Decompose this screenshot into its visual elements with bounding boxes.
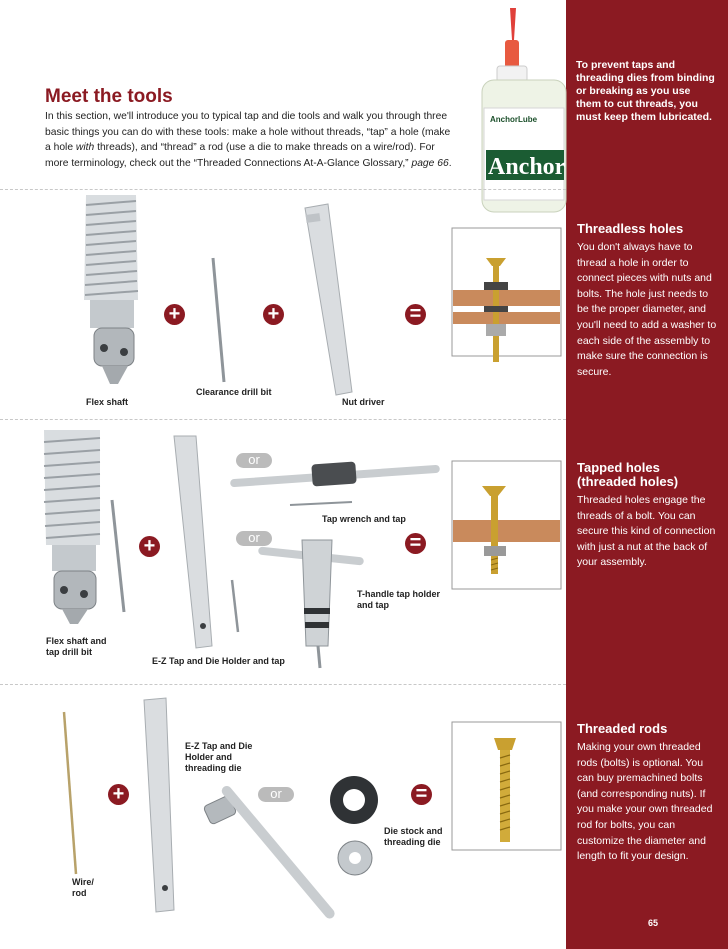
tap-drill-bit-image bbox=[112, 500, 124, 612]
nut-driver-label: Nut driver bbox=[342, 397, 385, 407]
equals-icon: = bbox=[411, 784, 432, 805]
die-stock-label bbox=[384, 826, 443, 848]
label-line: and tap bbox=[357, 600, 390, 610]
section-body: Threaded holes engage the threads of a bolt. You can secure this kind of connection with just a nut at the back of your assembly. bbox=[577, 494, 716, 569]
threaded-rods-section bbox=[577, 722, 722, 865]
intro-text-1: In this section, we'll introduce you to typical tap and die tools and walk you through three basic things you can do with these tools: make a hole without threads, “tap” a hole (make a hole bbox=[45, 111, 451, 154]
lubrication-tip: To prevent taps and threading dies from binding or breaking as you use them to cut threads, you must keep them lubricated. bbox=[576, 59, 715, 123]
label-line: Die stock and bbox=[384, 826, 443, 836]
threadless-holes-section bbox=[577, 222, 722, 380]
label-line: threading die bbox=[185, 763, 242, 773]
tapped-holes-section bbox=[577, 461, 722, 571]
ez-tap-holder-label: E-Z Tap and Die Holder and tap bbox=[152, 656, 285, 666]
bottle-label-text: AnchorLube bbox=[490, 115, 538, 124]
intro-page-ref: page 66 bbox=[411, 157, 449, 169]
plus-icon: + bbox=[139, 536, 160, 557]
clearance-drill-bit-label: Clearance drill bit bbox=[196, 387, 272, 397]
flex-shaft-image-2 bbox=[44, 430, 100, 624]
tap-wrench-image bbox=[230, 461, 440, 505]
section-divider bbox=[0, 419, 566, 420]
label-line: T-handle tap holder bbox=[357, 589, 441, 599]
ez-holder-image-2 bbox=[174, 436, 212, 648]
drill-bit-image-1 bbox=[213, 258, 224, 382]
flex-shaft-image-1 bbox=[84, 195, 138, 384]
or-badge: or bbox=[236, 453, 272, 468]
plus-icon: + bbox=[263, 304, 284, 325]
section-heading: Threaded rods bbox=[577, 721, 668, 736]
t-handle-label bbox=[357, 589, 440, 611]
label-line: Wire/ bbox=[72, 877, 94, 887]
or-badge: or bbox=[236, 531, 272, 546]
nut-driver-image bbox=[305, 204, 352, 395]
plus-icon: + bbox=[108, 784, 129, 805]
ez-holder-die-label bbox=[185, 741, 252, 774]
label-line: rod bbox=[72, 888, 87, 898]
die-stock-image bbox=[220, 776, 378, 921]
or-badge: or bbox=[258, 787, 294, 802]
section-body: Making your own threaded rods (bolts) is optional. You can buy premachined bolts (and corresponding nuts). If you make your own threaded rod for bolts, you can customize the diameter and length to fit your design. bbox=[577, 741, 713, 863]
section-divider bbox=[0, 189, 566, 190]
page-number: 65 bbox=[648, 918, 659, 928]
lubricant-bottle-image bbox=[482, 8, 566, 212]
tap-image-2 bbox=[232, 580, 238, 632]
label-line: Flex shaft and bbox=[46, 636, 107, 646]
intro-emphasis: with bbox=[75, 142, 95, 154]
intro-text-2: threads), and “thread” a rod (use a die to make threads on a wire/rod). For more terminology, check out the “Threaded Connections At-A-Glance Glossary,” bbox=[45, 142, 435, 169]
intro-text-end: . bbox=[448, 157, 452, 169]
tap-wrench-label: Tap wrench and tap bbox=[322, 514, 406, 524]
t-handle-tap-holder-image bbox=[258, 540, 364, 668]
section-divider bbox=[0, 684, 566, 685]
equals-icon: = bbox=[405, 304, 426, 325]
equals-icon: = bbox=[405, 533, 426, 554]
intro-paragraph bbox=[45, 109, 455, 171]
section-heading: Tapped holes (threaded holes) bbox=[577, 460, 679, 489]
flex-shaft-tap-drill-label bbox=[46, 636, 107, 658]
label-line: threading die bbox=[384, 837, 441, 847]
plus-icon: + bbox=[164, 304, 185, 325]
wire-rod-label bbox=[72, 877, 94, 899]
label-line: tap drill bit bbox=[46, 647, 92, 657]
wire-rod-image bbox=[64, 712, 76, 874]
bottle-brand-text: Anchor bbox=[488, 154, 566, 180]
label-line: Holder and bbox=[185, 752, 233, 762]
page-title: Meet the tools bbox=[45, 86, 173, 107]
section-body: You don't always have to thread a hole in order to connect pieces with nuts and bolts. The hole just needs to be the proper diameter, and you'll need to add a washer to each side of the assembly to make sure the connection is secure. bbox=[577, 241, 717, 378]
label-line: E-Z Tap and Die bbox=[185, 741, 253, 751]
ez-holder-image-3 bbox=[144, 698, 174, 912]
section-heading: Threadless holes bbox=[577, 221, 684, 236]
flex-shaft-label: Flex shaft bbox=[86, 397, 129, 407]
